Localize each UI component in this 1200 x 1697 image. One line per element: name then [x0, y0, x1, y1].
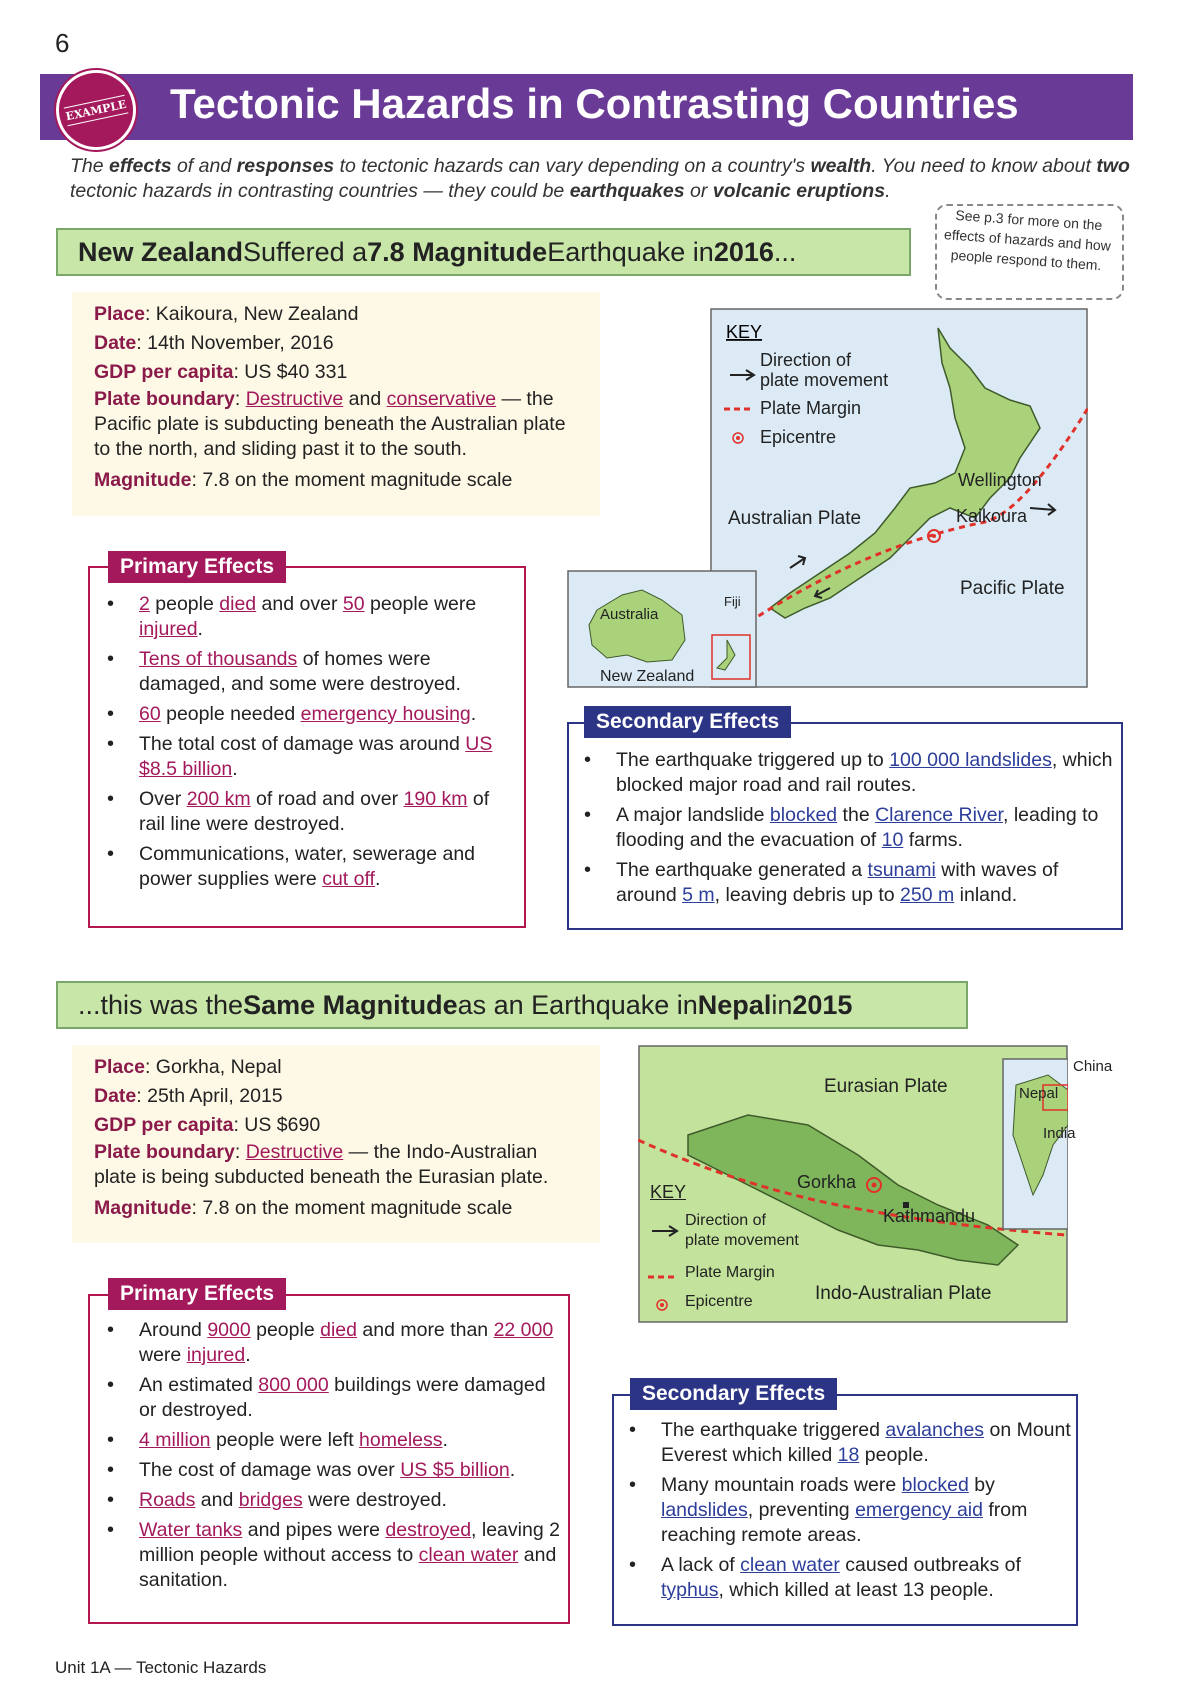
indo-australian-plate-label: Indo-Australian Plate — [815, 1283, 992, 1304]
list-item: • A lack of clean water caused outbreaks of typhus, which killed at least 13 people. — [617, 1553, 1073, 1603]
nz-key-epicentre: Epicentre — [760, 427, 837, 447]
list-item: • A major landslide blocked the Clarence River, leading to flooding and the evacuation of 10 farms. — [572, 803, 1120, 853]
list-item: • The earthquake triggered up to 100 000 landslides, which blocked major road and rail routes. — [572, 748, 1120, 798]
list-item: • Over 200 km of road and over 190 km of rail line were destroyed. — [95, 787, 515, 837]
nepal-primary-effects-title: Primary Effects — [108, 1278, 286, 1310]
nepal-secondary-list — [617, 1418, 1073, 1608]
list-item: • Water tanks and pipes were destroyed, leaving 2 million people without access to clean water and sanitation. — [95, 1518, 565, 1593]
page-title: Tectonic Hazards in Contrasting Countries — [170, 80, 1019, 127]
list-item: • 60 people needed emergency housing. — [95, 702, 515, 727]
nz-map-key: KEY — [726, 322, 763, 342]
nz-wellington-label: Wellington — [958, 470, 1042, 490]
nz-key-margin: Plate Margin — [760, 398, 862, 418]
list-item: • The earthquake generated a tsunami with waves of around 5 m, leaving debris up to 250 m inland. — [572, 858, 1120, 908]
nepal-info-box: Place: Gorkha, Nepal Date: 25th April, 2015 GDP per capita: US $690 Plate boundary: Destructive — the Indo-Australian plate is being subducted beneath the Eurasian plate. Magnitude: 7.8 on the moment magnitude scale — [72, 1045, 600, 1243]
nepal-heading: ...this was the Same Magnitude as an Earthquake in Nepal in 2015 — [56, 981, 968, 1029]
page-number: 6 — [55, 28, 70, 58]
example-badge: EXAMPLE — [49, 63, 144, 158]
nz-secondary-list — [572, 748, 1120, 913]
list-item: • 4 million people were left homeless. — [95, 1428, 565, 1453]
inset-nz-label: New Zealand — [600, 668, 695, 685]
nepal-map-key: KEY — [650, 1182, 687, 1202]
inset-india-label: India — [1043, 1125, 1076, 1142]
nz-key-direction: Direction of — [760, 350, 852, 370]
nz-key-direction2: plate movement — [760, 370, 889, 390]
eurasian-plate-label: Eurasian Plate — [824, 1076, 948, 1097]
inset-china-label: China — [1073, 1058, 1113, 1075]
gorkha-label: Gorkha — [797, 1172, 857, 1192]
nz-australian-plate-label: Australian Plate — [728, 508, 862, 529]
list-item: • The cost of damage was over US $5 billion. — [95, 1458, 565, 1483]
side-note: See p.3 for more on the effects of hazards and how people respond to them. — [943, 206, 1112, 274]
list-item: • The total cost of damage was around US $8.5 billion. — [95, 732, 515, 782]
list-item: • Roads and bridges were destroyed. — [95, 1488, 565, 1513]
list-item: • Many mountain roads were blocked by landslides, preventing emergency aid from reaching remote areas. — [617, 1473, 1073, 1548]
list-item: • Tens of thousands of homes were damaged, and some were destroyed. — [95, 647, 515, 697]
nepal-key-direction: Direction of — [685, 1212, 766, 1229]
footer: Unit 1A — Tectonic Hazards — [55, 1658, 267, 1677]
nz-heading: New Zealand Suffered a 7.8 Magnitude Earthquake in 2016 ... — [56, 228, 911, 276]
nepal-primary-list — [95, 1318, 565, 1598]
nepal-key-direction2: plate movement — [685, 1232, 799, 1249]
nz-kaikoura-label: Kaikoura — [956, 506, 1028, 526]
inset-australia-label: Australia — [600, 606, 659, 623]
list-item: • The earthquake triggered avalanches on Mount Everest which killed 18 people. — [617, 1418, 1073, 1468]
nepal-key-epicentre: Epicentre — [685, 1293, 753, 1310]
nz-secondary-effects-title: Secondary Effects — [584, 706, 791, 738]
list-item: • 2 people died and over 50 people were injured. — [95, 592, 515, 642]
list-item: • Communications, water, sewerage and power supplies were cut off. — [95, 842, 515, 892]
intro-text: The effects of and responses to tectonic hazards can vary depending on a country's wealth. You need to know about two tectonic hazards in contrasting countries — they could be earthquakes or volcanic eruptions. — [70, 155, 1130, 202]
list-item: • An estimated 800 000 buildings were damaged or destroyed. — [95, 1373, 565, 1423]
nz-primary-list — [95, 592, 515, 897]
nz-primary-effects-title: Primary Effects — [108, 551, 286, 583]
nepal-key-margin: Plate Margin — [685, 1264, 775, 1281]
list-item: • Around 9000 people died and more than 22 000 were injured. — [95, 1318, 565, 1368]
kathmandu-label: Kathmandu — [883, 1206, 976, 1226]
nz-info-box: Place: Kaikoura, New Zealand Date: 14th November, 2016 GDP per capita: US $40 331 Plate boundary: Destructive and conservative — the Pacific plate is subducting beneath the Australian plate to the north, and sliding past it to the south. Magnitude: 7.8 on the moment magnitude scale — [72, 292, 600, 516]
nepal-secondary-effects-title: Secondary Effects — [630, 1378, 837, 1410]
inset-nepal-label: Nepal — [1019, 1085, 1059, 1102]
inset-fiji-label: Fiji — [724, 594, 741, 609]
nz-pacific-plate-label: Pacific Plate — [960, 578, 1065, 599]
